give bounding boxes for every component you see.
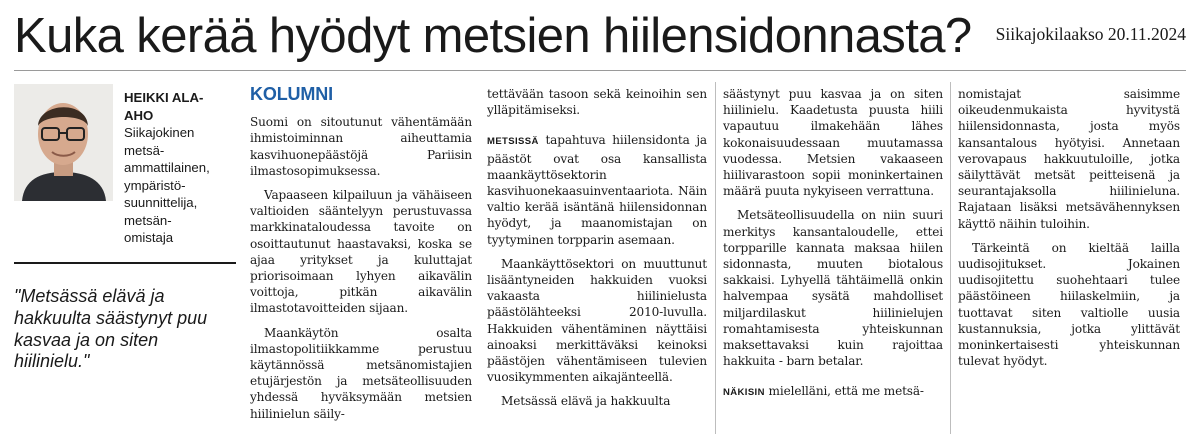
paragraph: Maankäytön osalta ilmastopolitiikkamme perustuu käytännössä metsänomistajien etujärjestön ja metsäteollisuuden yhdessä hyväksymään metsien hiilinielun säily- xyxy=(250,325,472,421)
author-title-line: ammattilainen, xyxy=(124,160,210,175)
article-column-2 xyxy=(487,86,707,418)
pullquote-rule xyxy=(14,262,236,264)
author-byline xyxy=(124,89,232,247)
column-divider xyxy=(950,82,951,434)
kicker-label: KOLUMNI xyxy=(250,84,333,104)
headline: Kuka kerää hyödyt metsien hiilensidonnasta? xyxy=(14,9,972,63)
paragraph: Metsässä elävä ja hakkuulta xyxy=(501,394,671,409)
header-rule xyxy=(14,70,1186,71)
author-title-line: metsän- xyxy=(124,212,172,228)
author-photo xyxy=(14,84,113,201)
paragraph-text: tapahtuva hiilensidonta ja päästöt ovat osa kansallista maankäyttösektorin kasvihuonekaasuinventaariota. Näin valtio kerää isäntänä hiilensidonnan hyödyt, ja maanomistajan on tyytyminen torpparin asemaan. xyxy=(487,133,707,247)
author-title-line: ympäristö- xyxy=(124,177,186,193)
paragraph xyxy=(487,132,707,247)
paragraph: Tärkeintä on kieltää lailla uudisojitukset. Jokainen uudisojitettu suohehtaari tulee päästöineen hiilaskelmiin, ja tuottavat siten valtiolle uusia kustannuksia, jotka ylittävät moninkertaisesti yhteiskunnan tulevat hyödyt. xyxy=(958,240,1180,369)
paragraph: Suomi on sitoutunut vähentämään ihmistoiminnan aiheuttamia kasvihuonepäästöjä Pariisin ilmastosopimuksessa. xyxy=(250,115,472,178)
publication-date xyxy=(996,24,1186,45)
author-name-line-2: AHO xyxy=(124,107,154,123)
issue-date: 20.11.2024 xyxy=(1107,24,1186,44)
article-column-4 xyxy=(958,86,1180,377)
paragraph: säästynyt puu kasvaa ja on siten hiilinielu. Kaadetusta puusta hiili vapautuu ilmakehään lähes kokonaisuudessaan muutamassa vuodessa. Metsien vakaaseen hiilivarastoon sopii moninkertainen määrä puuta nykyiseen verrattuna. xyxy=(723,87,943,199)
author-name-line-1: HEIKKI ALA- xyxy=(124,90,204,105)
paragraph: Maankäyttösektori on muuttunut lisääntyneiden hakkuiden vuoksi vakaasta hiilinielusta päästölähteeksi 2010-luvulla. Hakkuiden vähentäminen näyttäisi ainoaksi merkittäväksi keinoksi päästöjen vähentämiseen tulevien vuosikymmenten aikajänteellä. xyxy=(487,256,707,385)
paragraph-text: mielelläni, että me metsä- xyxy=(764,384,924,399)
paragraph xyxy=(723,383,943,401)
author-title-line: Siikajokinen xyxy=(124,125,195,140)
author-title-line: metsä- xyxy=(124,142,165,158)
column-divider xyxy=(715,82,716,434)
pullquote: "Metsässä elävä ja hakkuulta säästynyt puu kasvaa ja on siten hiilinielu." xyxy=(14,286,208,372)
paragraph-lead-in: METSISSÄ xyxy=(487,136,539,148)
paragraph: tettävään tasoon sekä keinoihin sen ylläpitämiseksi. xyxy=(487,87,707,118)
paragraph: Vapaaseen kilpailuun ja vähäiseen valtioiden sääntelyyn perustuvassa markkinataloudessa tavoite on osoittautunut haastavaksi, koska se ajaa yritykset ja kuluttajat priorisoimaan lyhyen aikavälin voittoja, pitkän aikavälin ilmastotavoitteiden sijaan. xyxy=(250,188,472,316)
author-title-line: suunnittelija, xyxy=(124,195,198,210)
author-title-line: omistaja xyxy=(124,230,174,245)
paragraph-lead-in: NÄKISIN xyxy=(723,387,765,399)
paragraph: nomistajat saisimme oikeudenmukaista hyvitystä hiilensidonnasta, josta myös kansantalous hyötyisi. Annetaan verovapaus hakkuutuloille, jotka säilyttävät metsät peitteisenä ja seurantajaksolla hiilinieluna. Rajataan lisäksi metsävähennyksen käyttö näihin tuloihin. xyxy=(958,87,1180,231)
article-column-3 xyxy=(723,86,943,410)
publication-name: Siikajokilaakso xyxy=(995,24,1104,44)
article-column-1 xyxy=(250,86,472,430)
paragraph: Metsäteollisuudella on niin suuri merkitys kansantaloudelle, ettei torpparille kannata maksaa hiilen sidonnasta, muuten biotalous sakkaisi. Lyhyellä tähtäimellä onkin halvempaa sysätä mahdolliset miljardilaskut hiilinielujen romahtamisesta yhteiskunnan maksettavaksi kuin rajoittaa hakkuita - barn betalar. xyxy=(723,208,943,369)
